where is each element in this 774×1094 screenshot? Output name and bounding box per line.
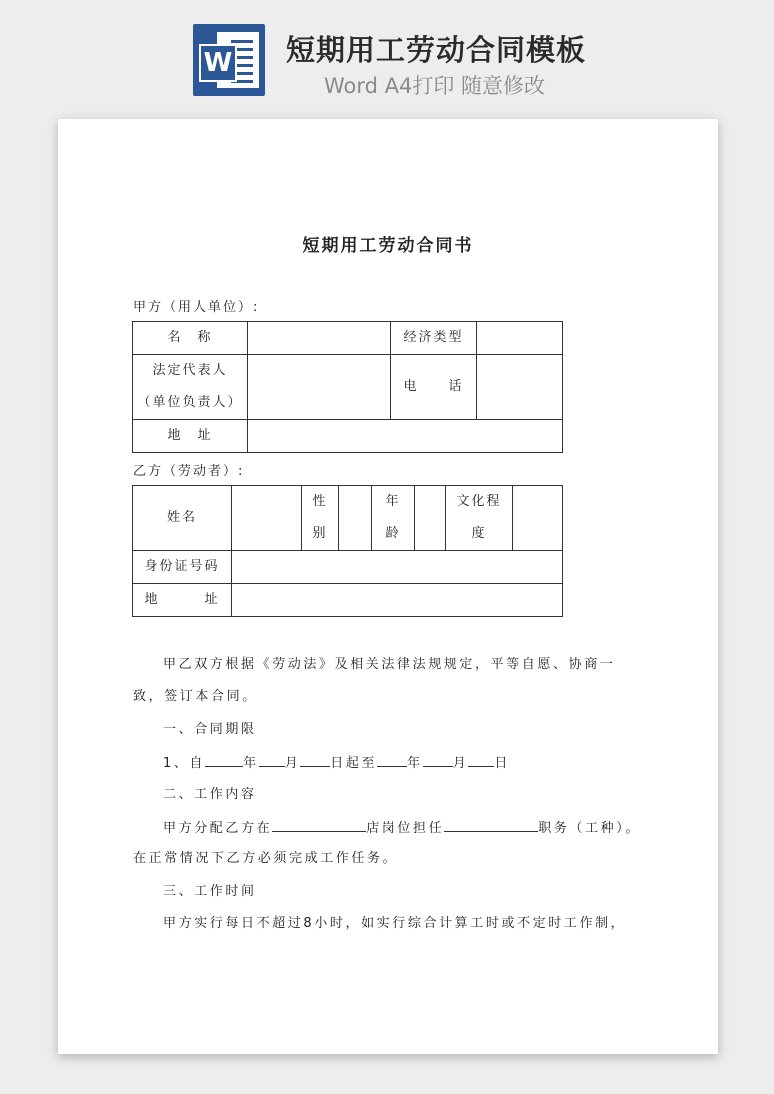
start-day-blank[interactable] — [300, 754, 330, 767]
legal-rep-label: 法定代表人 （单位负责人） — [133, 355, 248, 420]
start-month-blank[interactable] — [259, 754, 285, 767]
address-field[interactable] — [248, 420, 563, 453]
id-field[interactable] — [232, 551, 563, 584]
b-name-field[interactable] — [232, 486, 302, 551]
intro-line-2: 致，签订本合同。 — [133, 689, 258, 704]
b-address-label: 地 址 — [133, 584, 232, 617]
age-field[interactable] — [415, 486, 446, 551]
economic-type-field[interactable] — [477, 322, 563, 355]
work-line-1: 甲方分配乙方在 店岗位担任 职务（工种）。 — [163, 821, 641, 836]
document-title: 短期用工劳动合同书 — [302, 236, 474, 256]
end-day-blank[interactable] — [468, 754, 494, 767]
word-document-icon — [193, 24, 265, 96]
economic-type-label: 经济类型 — [391, 322, 477, 355]
document-page — [58, 119, 718, 1054]
store-blank[interactable] — [272, 819, 366, 832]
age-label: 年 龄 — [372, 486, 415, 551]
section-work-heading: 二、工作内容 — [163, 787, 257, 802]
end-year-blank[interactable] — [377, 754, 407, 767]
education-field[interactable] — [513, 486, 563, 551]
section-hours-heading: 三、工作时间 — [163, 884, 257, 899]
b-name-label: 姓名 — [133, 486, 232, 551]
party-a-label: 甲方（用人单位）: — [133, 300, 260, 315]
b-address-field[interactable] — [232, 584, 563, 617]
page-title: 短期用工劳动合同模板 — [286, 33, 587, 67]
page-subtitle: Word A4打印 随意修改 — [324, 74, 546, 98]
education-label: 文化程 度 — [446, 486, 513, 551]
id-label: 身份证号码 — [133, 551, 232, 584]
gender-field[interactable] — [339, 486, 372, 551]
address-label: 地 址 — [133, 420, 248, 453]
hours-line: 甲方实行每日不超过8小时，如实行综合计算工时或不定时工作制， — [163, 916, 627, 931]
legal-rep-field[interactable] — [248, 355, 391, 420]
name-label: 名 称 — [133, 322, 248, 355]
start-year-blank[interactable] — [205, 754, 243, 767]
party-b-label: 乙方（劳动者）: — [133, 464, 245, 479]
template-header — [0, 0, 774, 110]
phone-field[interactable] — [477, 355, 563, 420]
phone-label: 电 话 — [391, 355, 477, 420]
gender-label: 性 别 — [302, 486, 339, 551]
party-a-table — [132, 321, 563, 453]
word-letter: W — [199, 44, 237, 82]
intro-line-1: 甲乙双方根据《劳动法》及相关法律法规规定，平等自愿、协商一 — [163, 657, 616, 672]
party-b-table — [132, 485, 563, 617]
section-term-heading: 一、合同期限 — [163, 722, 257, 737]
end-month-blank[interactable] — [423, 754, 453, 767]
term-line: 1、自 年 月 日起至 年 月 日 — [163, 756, 510, 771]
name-field[interactable] — [248, 322, 391, 355]
position-blank[interactable] — [444, 819, 538, 832]
work-line-2: 在正常情况下乙方必须完成工作任务。 — [133, 851, 399, 866]
